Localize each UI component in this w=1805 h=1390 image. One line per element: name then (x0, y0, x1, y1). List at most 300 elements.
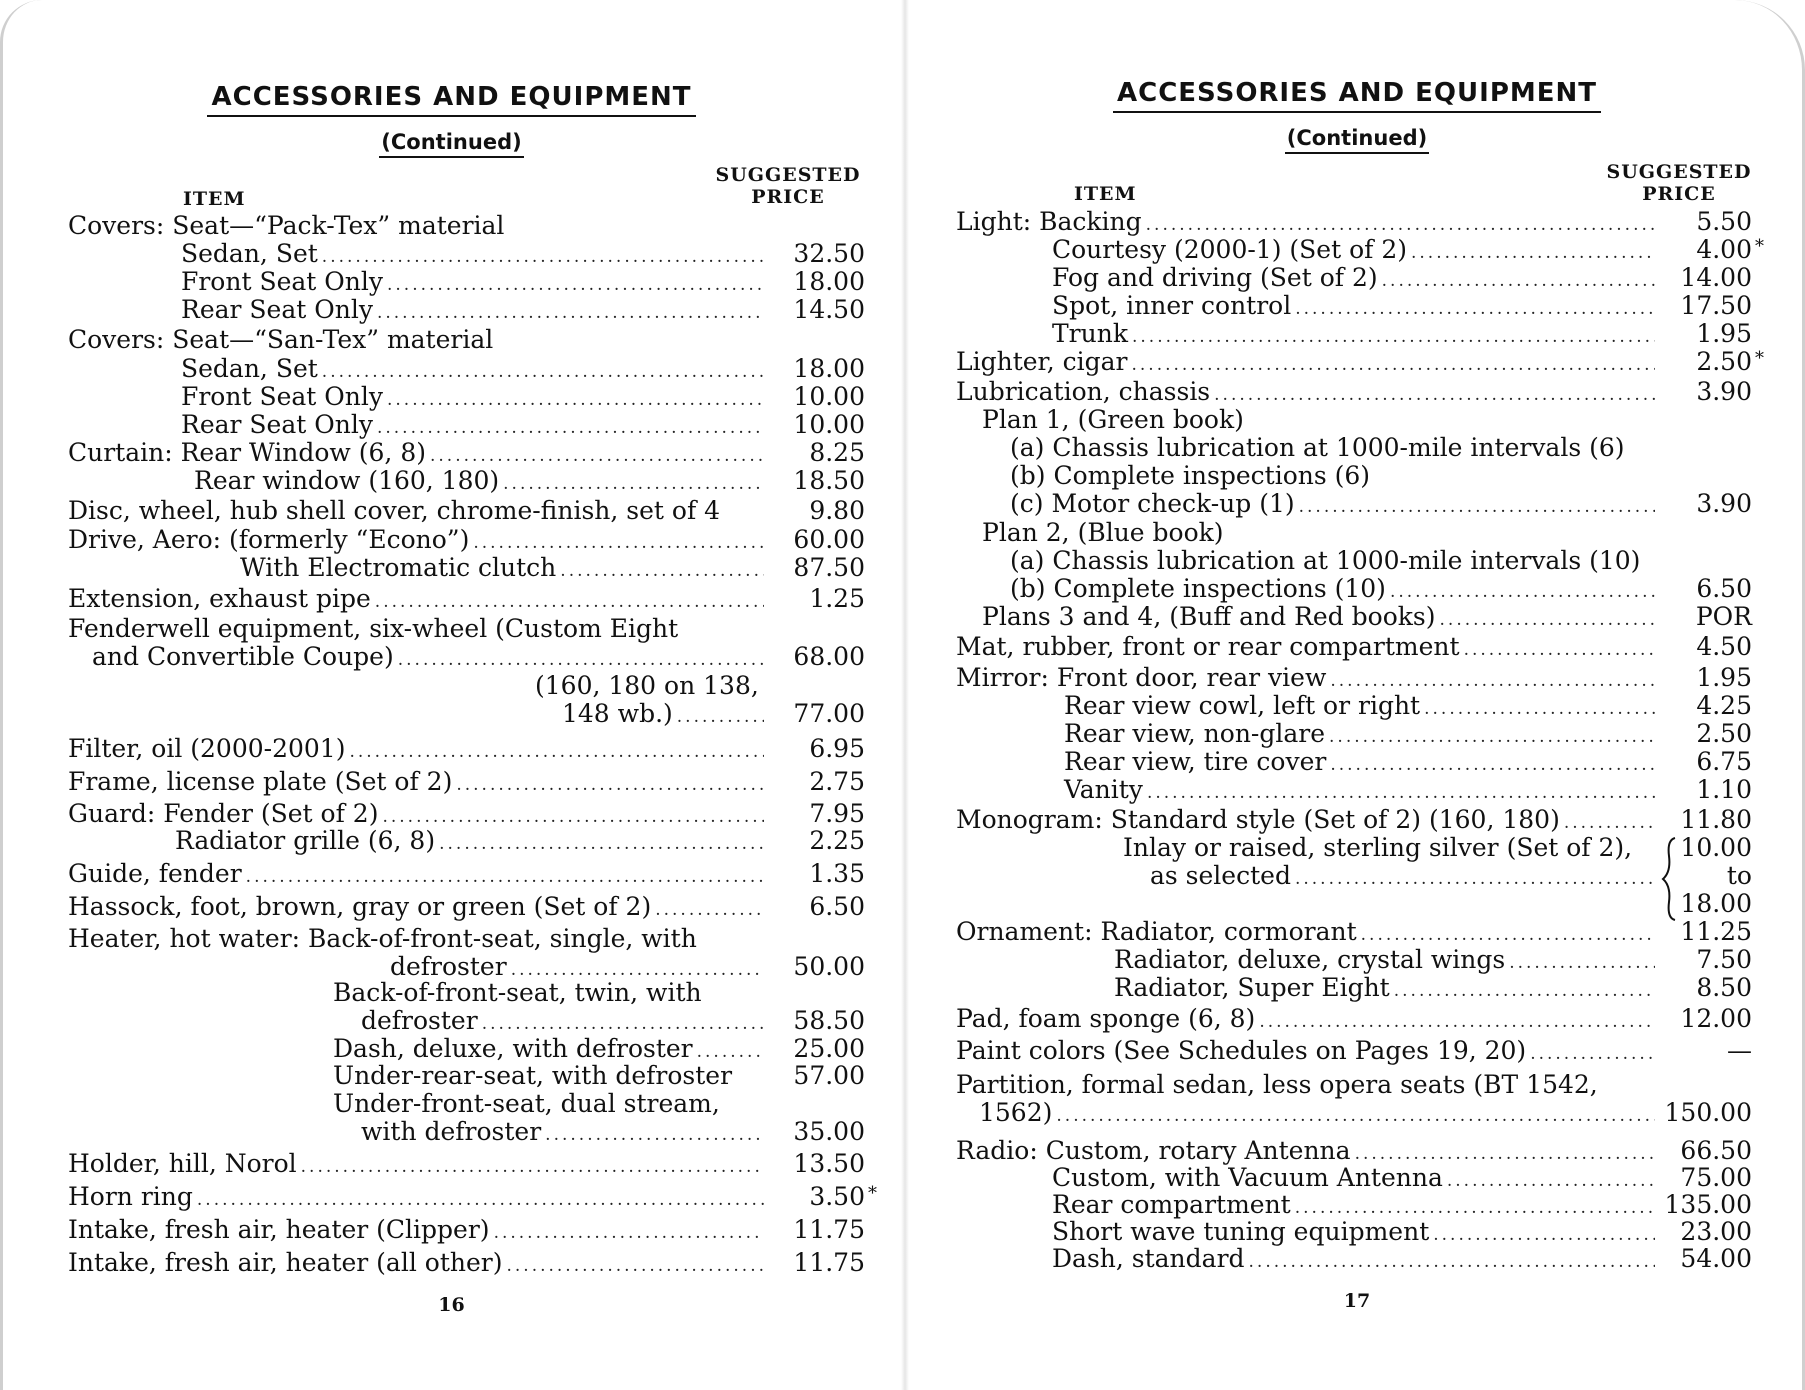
left-item-price (745, 700, 865, 728)
left-item-price (745, 296, 865, 324)
left-item-price-value: 77.00 (793, 699, 865, 728)
right-item-price-value: 2.50 (1696, 719, 1752, 748)
right-item-label: (a) Chassis lubrication at 1000-mile intervals (6) (1010, 433, 1625, 462)
right-item-price (1632, 378, 1752, 406)
left-item-price (745, 1062, 865, 1090)
left-list-item (68, 585, 770, 613)
right-item-label: Partition, formal sedan, less opera seats (BT 1542, (956, 1070, 1598, 1099)
left-list-item (68, 615, 740, 643)
right-list-item (956, 1137, 1661, 1165)
left-dot-leader (301, 1153, 764, 1181)
left-item-price-value: 6.50 (809, 892, 865, 921)
right-item-price-value: 11.25 (1680, 917, 1752, 946)
left-item-label: with defroster (361, 1117, 542, 1146)
right-item-label: Radio: Custom, rotary Antenna (956, 1136, 1351, 1165)
right-price-list (909, 0, 1805, 1300)
right-item-label: Plan 1, (Green book) (982, 405, 1244, 434)
right-item-label: Lighter, cigar (956, 347, 1128, 376)
right-item-price (1632, 633, 1752, 661)
left-item-label: Hassock, foot, brown, gray or green (Set of 2) (68, 892, 652, 921)
left-item-price (745, 585, 865, 613)
right-item-price (1632, 692, 1752, 720)
left-dot-leader (494, 1219, 764, 1247)
left-item-price (745, 1182, 877, 1211)
right-item-label: (a) Chassis lubrication at 1000-mile intervals (10) (1010, 546, 1641, 575)
left-list-item (68, 768, 770, 796)
right-item-price-value: 135.00 (1664, 1190, 1752, 1219)
right-item-label: Trunk (1052, 319, 1128, 348)
left-item-price-value: 11.75 (793, 1248, 865, 1277)
left-item-price-value: 60.00 (793, 525, 865, 554)
right-list-item (1052, 1164, 1661, 1192)
right-item-price (1632, 235, 1764, 264)
right-item-price (1632, 918, 1752, 946)
right-item-price-value: 6.75 (1696, 747, 1752, 776)
left-item-label: Covers: Seat—“San-Tex” material (68, 325, 494, 354)
right-page (909, 0, 1805, 1390)
right-dot-leader (1394, 977, 1655, 1005)
left-list-item (68, 526, 770, 554)
left-price-header-line1: SUGGESTED (715, 164, 861, 186)
left-list-item (181, 355, 770, 383)
right-list-item (1052, 236, 1661, 264)
right-item-price-value: 14.00 (1680, 263, 1752, 292)
left-item-price-value: 14.50 (793, 295, 865, 324)
left-dot-leader (322, 358, 764, 386)
left-item-price-value: 68.00 (793, 642, 865, 671)
left-list-item (361, 1007, 770, 1035)
left-item-price (745, 800, 865, 828)
left-item-label: Rear Seat Only (181, 295, 373, 324)
left-list-item (333, 1035, 770, 1063)
left-list-item (68, 439, 770, 467)
right-item-price (1632, 264, 1752, 292)
left-item-price-value: 11.75 (793, 1215, 865, 1244)
right-item-price (1632, 862, 1752, 890)
left-list-item (181, 268, 770, 296)
left-list-item (333, 1062, 770, 1090)
left-item-price (745, 467, 865, 495)
right-list-item (982, 406, 1699, 434)
left-item-price (745, 439, 865, 467)
left-item-label: (160, 180 on 138, (535, 671, 759, 700)
right-item-price-value: 1.95 (1696, 319, 1752, 348)
right-item-price (1632, 1099, 1752, 1127)
right-item-price (1632, 806, 1752, 834)
left-item-price (745, 643, 865, 671)
left-dot-leader (322, 243, 764, 271)
right-item-label: Rear compartment (1052, 1190, 1291, 1219)
left-item-price-value: 57.00 (793, 1061, 865, 1090)
left-item-price (745, 893, 865, 921)
left-item-price-value: 13.50 (793, 1149, 865, 1178)
left-item-label: Sedan, Set (181, 354, 318, 383)
right-dot-leader (1259, 1008, 1655, 1036)
right-item-price (1632, 1005, 1752, 1033)
right-item-price (1632, 1245, 1752, 1273)
right-item-price (1632, 664, 1752, 692)
left-item-price-value: 50.00 (793, 952, 865, 981)
right-item-label: Rear view, non-glare (1064, 719, 1326, 748)
left-item-price (745, 554, 865, 582)
left-item-label: Back-of-front-seat, twin, with (333, 978, 702, 1007)
left-dot-leader (377, 299, 764, 327)
right-item-label: Plans 3 and 4, (Buff and Red books) (982, 602, 1436, 631)
right-item-price (1632, 575, 1752, 603)
right-item-price (1632, 720, 1752, 748)
right-item-price (1632, 603, 1752, 631)
right-list-item (956, 1005, 1661, 1033)
right-item-price (1632, 946, 1752, 974)
right-item-price (1632, 347, 1764, 376)
right-dot-leader (1411, 239, 1655, 267)
right-dot-leader (1440, 606, 1655, 634)
right-list-item (956, 918, 1661, 946)
right-list-item (1052, 1218, 1661, 1246)
right-item-price-value: 18.00 (1680, 889, 1752, 918)
left-dot-leader (246, 863, 764, 891)
left-item-label: Under-rear-seat, with defroster (333, 1061, 733, 1090)
left-item-label: Horn ring (68, 1182, 193, 1211)
right-list-item (1150, 862, 1661, 890)
left-item-label: Disc, wheel, hub shell cover, chrome-finish, set of 4 (68, 496, 721, 525)
right-dot-leader (1249, 1248, 1655, 1276)
left-dot-leader (545, 1121, 764, 1149)
left-list-item (68, 800, 770, 828)
right-item-label: Light: Backing (956, 207, 1142, 236)
right-item-label: Ornament: Radiator, cormorant (956, 917, 1357, 946)
right-item-label: Vanity (1064, 775, 1143, 804)
left-dot-leader (506, 1252, 764, 1280)
left-item-price-value: 9.80 (809, 496, 865, 525)
right-item-price (1632, 292, 1752, 320)
left-item-price-value: 87.50 (793, 553, 865, 582)
right-dot-leader (1132, 351, 1656, 379)
left-list-item (68, 1150, 770, 1178)
right-list-item (1123, 834, 1661, 862)
left-item-price (745, 268, 865, 296)
right-item-label: Pad, foam sponge (6, 8) (956, 1004, 1256, 1033)
right-item-price-value: 75.00 (1680, 1163, 1752, 1192)
right-page-subtitle: (Continued) (909, 126, 1805, 150)
right-item-price-value: 3.90 (1696, 489, 1752, 518)
right-item-price-value: 4.00 (1696, 235, 1752, 264)
right-item-price-value: 150.00 (1664, 1098, 1752, 1127)
right-list-item (1114, 946, 1661, 974)
left-item-label: Covers: Seat—“Pack-Tex” material (68, 211, 505, 240)
left-item-label: Drive, Aero: (formerly “Econo”) (68, 525, 470, 554)
left-item-label: With Electromatic clutch (240, 553, 557, 582)
right-item-price-value: 23.00 (1680, 1217, 1752, 1246)
left-item-price (745, 1035, 865, 1063)
right-item-price-value: 4.50 (1696, 632, 1752, 661)
left-list-item (68, 497, 770, 525)
right-item-price (1632, 890, 1752, 918)
left-list-item (68, 893, 770, 921)
right-dot-leader (1424, 695, 1655, 723)
left-list-item (68, 1249, 770, 1277)
right-item-price (1632, 974, 1752, 1002)
right-dot-leader (1299, 493, 1655, 521)
right-item-price-value: 8.50 (1696, 973, 1752, 1002)
right-item-price-value: 11.80 (1680, 805, 1752, 834)
left-list-item (333, 979, 770, 1007)
right-item-price-value: POR (1695, 602, 1752, 631)
left-item-label: Rear Seat Only (181, 410, 373, 439)
left-item-price (745, 827, 865, 855)
right-list-item (956, 1037, 1661, 1065)
right-dot-leader (1382, 267, 1655, 295)
right-price-header-line1: SUGGESTED (1606, 161, 1752, 183)
left-item-label: Curtain: Rear Window (6, 8) (68, 438, 426, 467)
left-list-item (175, 827, 770, 855)
left-list-item (390, 953, 770, 981)
right-dot-leader (1330, 751, 1655, 779)
right-item-price-value: 12.00 (1680, 1004, 1752, 1033)
left-item-label: Front Seat Only (181, 382, 383, 411)
right-list-item (1052, 1245, 1661, 1273)
left-list-item (181, 411, 770, 439)
right-item-label: Rear view cowl, left or right (1064, 691, 1421, 720)
left-item-price (745, 355, 865, 383)
right-dot-leader (1295, 295, 1655, 323)
right-item-label: (c) Motor check-up (1) (1010, 489, 1295, 518)
left-item-label: Guard: Fender (Set of 2) (68, 799, 379, 828)
right-item-label: as selected (1150, 861, 1291, 890)
right-item-price-value: to (1726, 861, 1752, 890)
right-item-price (1632, 320, 1752, 348)
right-item-price (1632, 1037, 1752, 1065)
right-dot-leader (1147, 779, 1655, 807)
right-dot-leader (1214, 381, 1655, 409)
left-item-price-value: 2.25 (809, 826, 865, 855)
left-list-item (68, 860, 770, 888)
right-item-label: Spot, inner control (1052, 291, 1292, 320)
left-item-price-value: 8.25 (809, 438, 865, 467)
right-item-price (1632, 1191, 1752, 1219)
left-dot-leader (456, 771, 764, 799)
right-item-label: Rear view, tire cover (1064, 747, 1327, 776)
right-item-label: Fog and driving (Set of 2) (1052, 263, 1378, 292)
left-item-label: Sedan, Set (181, 239, 318, 268)
left-item-price-value: 2.75 (809, 767, 865, 796)
right-item-label: Courtesy (2000-1) (Set of 2) (1052, 235, 1407, 264)
right-list-item (956, 208, 1661, 236)
left-list-item (333, 1090, 770, 1118)
left-item-label: Under-front-seat, dual stream, (333, 1089, 720, 1118)
left-item-label: Rear window (160, 180) (194, 466, 500, 495)
left-list-item (240, 554, 770, 582)
right-list-item (956, 378, 1661, 406)
left-item-price-value: 1.25 (809, 584, 865, 613)
right-item-label: Dash, standard (1052, 1244, 1245, 1273)
left-item-label: Heater, hot water: Back-of-front-seat, single, with (68, 924, 697, 953)
right-item-label: Mat, rubber, front or rear compartment (956, 632, 1460, 661)
left-item-price-value: 58.50 (793, 1006, 865, 1035)
right-list-item (1052, 264, 1661, 292)
right-list-item (1010, 434, 1769, 462)
left-item-price (745, 768, 865, 796)
right-list-item (982, 519, 1699, 547)
left-list-item (535, 672, 770, 700)
right-dot-leader (1464, 636, 1655, 664)
right-item-price (1632, 1137, 1752, 1165)
right-item-label: Mirror: Front door, rear view (956, 663, 1327, 692)
left-item-label: Front Seat Only (181, 267, 383, 296)
right-dot-leader (1056, 1102, 1655, 1130)
right-list-item (1010, 547, 1769, 575)
right-item-price (1632, 490, 1752, 518)
left-item-price (745, 1249, 865, 1277)
right-list-item (1150, 890, 1661, 918)
right-item-price-value: 7.50 (1696, 945, 1752, 974)
right-list-item (956, 633, 1661, 661)
left-item-price (745, 1150, 865, 1178)
left-item-label: Radiator grille (6, 8) (175, 826, 436, 855)
right-list-item (1064, 692, 1661, 720)
left-item-price (745, 1216, 865, 1244)
right-list-item (1010, 490, 1661, 518)
right-page-number: 17 (1343, 1290, 1371, 1312)
left-list-item (68, 212, 560, 240)
right-item-label: (b) Complete inspections (10) (1010, 574, 1386, 603)
left-list-item (92, 643, 770, 671)
right-list-item (1010, 575, 1661, 603)
left-dot-leader (375, 588, 764, 616)
right-list-item (1114, 974, 1661, 1002)
left-item-price-value: 6.95 (809, 734, 865, 763)
right-item-price-value: 17.50 (1680, 291, 1752, 320)
brace-icon (1661, 836, 1681, 922)
right-item-label: Radiator, deluxe, crystal wings (1114, 945, 1506, 974)
left-item-label: Fenderwell equipment, six-wheel (Custom Eight (68, 614, 679, 643)
left-dot-leader (439, 830, 764, 858)
left-item-label: Holder, hill, Norol (68, 1149, 297, 1178)
left-list-item (68, 735, 770, 763)
right-item-label: Paint colors (See Schedules on Pages 19, 20) (956, 1036, 1527, 1065)
left-item-label: defroster (361, 1006, 478, 1035)
left-item-price (745, 953, 865, 981)
right-list-item (1052, 320, 1661, 348)
left-page-title: ACCESSORIES AND EQUIPMENT (0, 82, 903, 112)
left-item-price-value: 7.95 (809, 799, 865, 828)
right-item-price (1632, 776, 1752, 804)
right-item-label: Lubrication, chassis (956, 377, 1211, 406)
left-item-price (745, 383, 865, 411)
right-item-column-header: ITEM (1074, 183, 1137, 205)
right-item-price-value: 6.50 (1696, 574, 1752, 603)
right-list-item (1052, 292, 1661, 320)
right-dot-leader (1132, 323, 1655, 351)
left-item-label: and Convertible Coupe) (92, 642, 394, 671)
left-list-item (361, 1118, 770, 1146)
right-list-item (982, 603, 1661, 631)
right-list-item (956, 1071, 1749, 1099)
right-item-label: (b) Complete inspections (6) (1010, 461, 1371, 490)
right-asterisk-mark: * (1755, 348, 1764, 369)
left-item-price-value: 18.50 (793, 466, 865, 495)
right-item-price (1632, 208, 1752, 236)
left-item-price (745, 240, 865, 268)
right-list-item (956, 348, 1661, 376)
right-item-price-value: 1.10 (1696, 775, 1752, 804)
left-dot-leader (349, 738, 764, 766)
right-list-item (956, 664, 1661, 692)
left-item-column-header: ITEM (183, 188, 246, 210)
left-dot-leader (560, 557, 764, 585)
left-list-item (194, 467, 770, 495)
right-page-title: ACCESSORIES AND EQUIPMENT (909, 78, 1805, 108)
left-price-header-line2: PRICE (751, 186, 825, 208)
right-item-price-value: 5.50 (1696, 207, 1752, 236)
left-item-label: Filter, oil (2000-2001) (68, 734, 346, 763)
left-item-price (745, 860, 865, 888)
right-item-price (1632, 834, 1752, 862)
left-dot-leader (387, 271, 764, 299)
right-item-price-value: 54.00 (1680, 1244, 1752, 1273)
right-item-label: Short wave tuning equipment (1052, 1217, 1430, 1246)
left-list-item (68, 1183, 770, 1211)
right-item-price (1632, 748, 1752, 776)
left-dot-leader (197, 1186, 764, 1214)
right-price-header-line2: PRICE (1642, 183, 1716, 205)
left-item-price-value: 25.00 (793, 1034, 865, 1063)
right-item-label: Custom, with Vacuum Antenna (1052, 1163, 1443, 1192)
right-item-price (1632, 1164, 1752, 1192)
left-item-label: 148 wb.) (562, 699, 673, 728)
left-item-price-value: 32.50 (793, 239, 865, 268)
left-item-price-value: 1.35 (809, 859, 865, 888)
right-item-label: Radiator, Super Eight (1114, 973, 1390, 1002)
right-item-price-value: 4.25 (1696, 691, 1752, 720)
left-page-subtitle: (Continued) (0, 130, 903, 154)
left-list-item (181, 296, 770, 324)
left-item-price-value: 3.50 (809, 1182, 865, 1211)
left-page-number: 16 (438, 1294, 465, 1316)
left-item-price-value: 10.00 (793, 382, 865, 411)
left-item-label: Guide, fender (68, 859, 242, 888)
left-list-item (68, 925, 770, 953)
left-item-price (745, 1118, 865, 1146)
right-item-price-value: 2.50 (1696, 347, 1752, 376)
left-item-price-value: 35.00 (793, 1117, 865, 1146)
right-item-price-value: 66.50 (1680, 1136, 1752, 1165)
left-item-price (745, 735, 865, 763)
right-item-price-value: 1.95 (1696, 663, 1752, 692)
right-item-price-value: — (1727, 1036, 1752, 1065)
right-list-item (979, 1099, 1661, 1127)
left-item-price-value: 10.00 (793, 410, 865, 439)
right-list-item (1064, 748, 1661, 776)
right-list-item (1064, 720, 1661, 748)
right-item-label: 1562) (979, 1098, 1053, 1127)
right-item-price (1632, 1218, 1752, 1246)
left-list-item (68, 1216, 770, 1244)
right-asterisk-mark: * (1755, 236, 1764, 257)
right-item-label: Monogram: Standard style (Set of 2) (160, 180) (956, 805, 1560, 834)
right-list-item (1052, 1191, 1661, 1219)
right-item-price-value: 10.00 (1680, 833, 1752, 862)
left-asterisk-mark: * (868, 1183, 877, 1204)
left-item-label: Intake, fresh air, heater (Clipper) (68, 1215, 490, 1244)
left-item-label: Intake, fresh air, heater (all other) (68, 1248, 503, 1277)
right-list-item (1010, 462, 1699, 490)
left-item-price (745, 526, 865, 554)
left-item-price-value: 18.00 (793, 267, 865, 296)
left-list-item (68, 326, 560, 354)
left-price-list (0, 0, 903, 1300)
left-item-label: defroster (390, 952, 507, 981)
